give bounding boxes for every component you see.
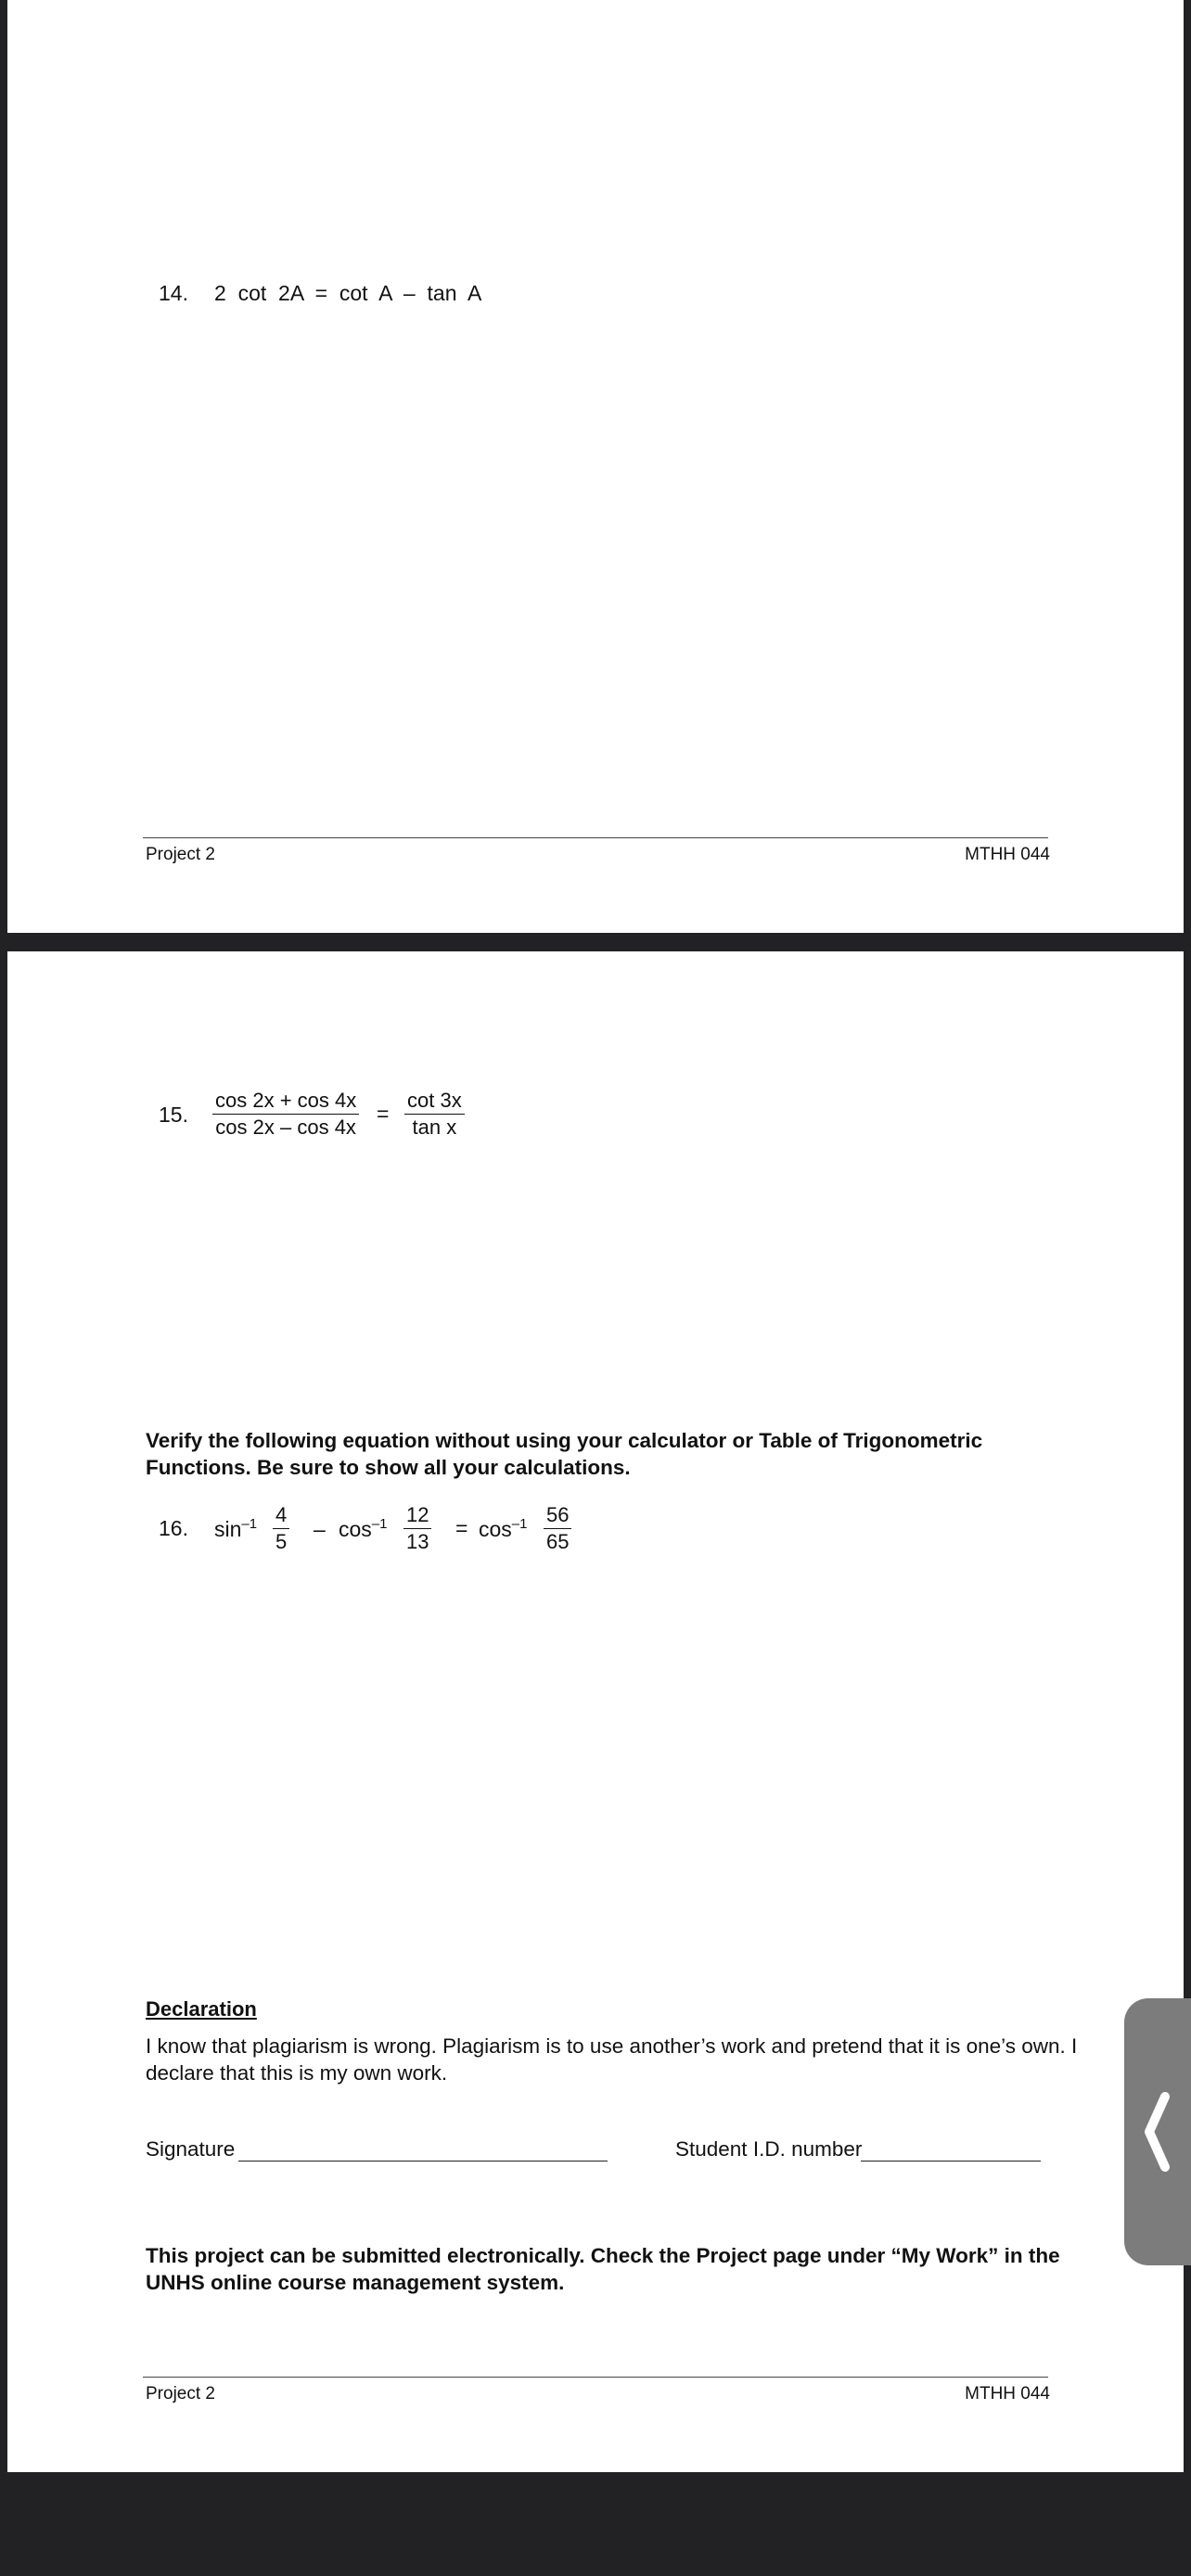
submission-note: This project can be submitted electronically. Check the Project page under “My Work” in the UNHS online course management system. [146,2244,1060,2294]
fraction-denominator: 13 [406,1530,429,1553]
fraction-denominator: 5 [275,1530,288,1553]
fraction-numerator: cot 3x [404,1090,465,1115]
fraction-denominator: cos 2x – cos 4x [215,1116,356,1139]
superscript: –1 [371,1516,388,1532]
footer-right: MTHH 044 [965,2384,1050,2404]
fraction-denominator: tan x [412,1116,457,1139]
fraction-12-13 [403,1505,431,1552]
fraction-numerator: cos 2x + cos 4x [212,1090,359,1115]
fraction-numerator: 12 [403,1505,431,1529]
question-number: 15. [159,1103,188,1127]
question-number: 14. [159,281,188,305]
footer-rule [143,837,1048,838]
function-name: sin [214,1517,242,1541]
fraction-numerator: 56 [544,1505,571,1529]
fraction-4-5 [273,1505,289,1552]
superscript: –1 [511,1516,528,1532]
fraction-lhs [212,1090,359,1138]
minus-sign: – [314,1517,326,1541]
equals-sign: = [377,1102,390,1126]
chevron-left-icon [1143,2091,1171,2173]
side-panel-tab[interactable] [1124,1998,1191,2265]
function-name: cos [339,1517,372,1541]
signature-label: Signature [146,2137,236,2161]
footer-left: Project 2 [146,845,215,864]
footer-right: MTHH 044 [965,845,1050,864]
document-page-2 [7,951,1184,2472]
fraction-rhs [404,1090,465,1138]
question-14-equation: 2 cot 2A = cot A – tan A [214,281,482,305]
footer-left: Project 2 [146,2384,215,2404]
equals-sign: = [455,1516,468,1540]
declaration-text: I know that plagiarism is wrong. Plagiarism is to use another’s work and pretend that it is one’s own. I declare that this is my own work. [146,2034,1078,2085]
verification-instruction: Verify the following equation without using your calculator or Table of Trigonometric Functions. Be sure to show all your calculations. [146,1429,983,1479]
fraction-numerator: 4 [273,1505,289,1529]
fraction-denominator: 65 [546,1530,570,1553]
fraction-56-65 [544,1505,571,1552]
student-id-line[interactable] [861,2161,1041,2162]
signature-line[interactable] [238,2161,608,2162]
inverse-cosine-term [339,1516,387,1542]
footer-rule [143,2377,1048,2378]
declaration-heading: Declaration [146,1997,257,2021]
document-page-1 [7,0,1184,933]
inverse-cosine-term [479,1516,527,1542]
superscript: –1 [241,1516,258,1532]
function-name: cos [479,1517,512,1541]
question-number: 16. [159,1516,188,1540]
inverse-sine-term [214,1516,257,1542]
student-id-label: Student I.D. number [675,2137,863,2161]
